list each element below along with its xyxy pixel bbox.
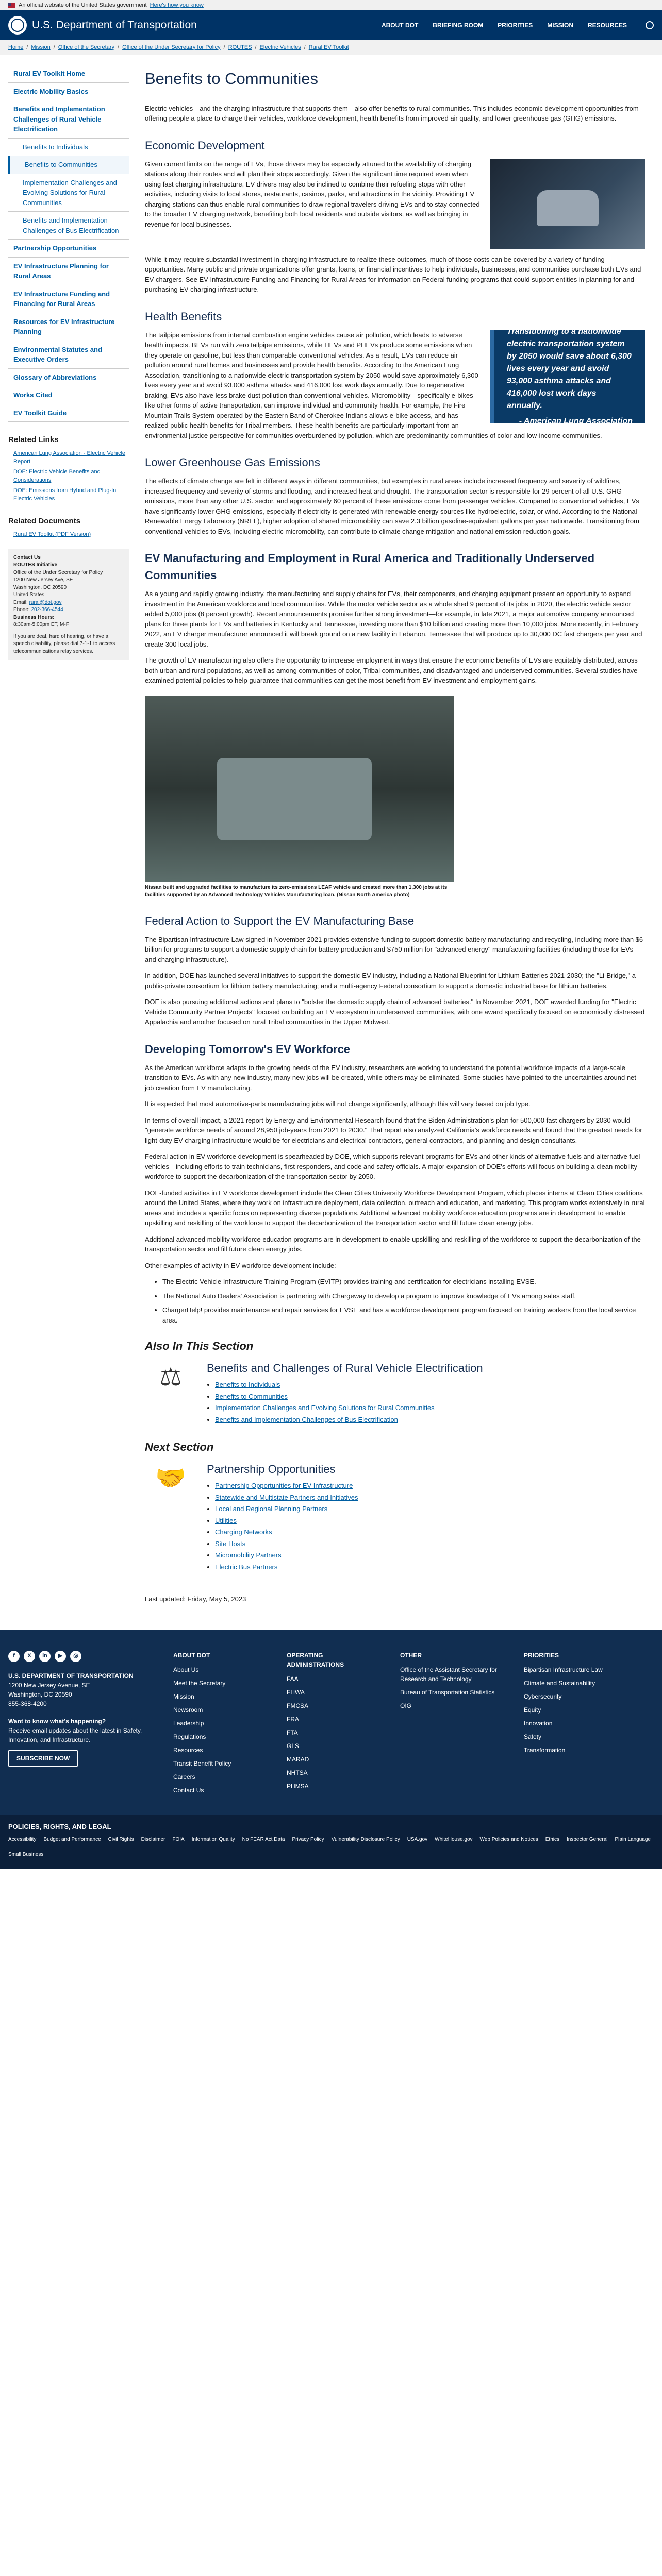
contact-title: Contact Us <box>13 554 41 561</box>
section-link[interactable]: Electric Bus Partners <box>215 1563 278 1571</box>
policy-link[interactable]: Civil Rights <box>108 1837 134 1842</box>
paragraph: As a young and rapidly growing industry, the manufacturing and supply chains for EVs, their components, and charging equipment present an opportunity to expand investment in the American workforce and local communities. While the motor vehicle sector as a whole shed 9 percent of its jobs in 2020, the electric vehicle sector added 5,000 jobs (8 percent growth). Recent announcements promise further strong investment—for example, in late 2021, a major automotive company announced plans for three plants for EVs and batteries in Kentucky and Tennessee, investing more than $10 billion and creating more than 10,000 jobs. More recently, in February 2022, an EV charger manufacturer announced it will break ground on a new facility in Lebanon, Tennessee that will produce up to 30,000 DC fast chargers per year and create 300 local jobs. <box>145 590 642 648</box>
section-link[interactable]: Micromobility Partners <box>215 1551 282 1559</box>
contact-phone-link[interactable]: 202-366-4544 <box>31 607 63 613</box>
paragraph: DOE is also pursuing additional actions and plans to "bolster the domestic supply chain of advanced batteries." In November 2021, DOE awarded funding for "Electric Vehicle Community Partner Projects" focused on building an EV ecosystem in underserved communities, with one award specifically focused on economically distressed Appalachia and another focused on rural Tribal communities in the Upper Midwest. <box>145 998 645 1026</box>
economic-development-heading: Economic Development <box>145 139 265 152</box>
workforce-heading: Developing Tomorrow's EV Workforce <box>145 1042 351 1056</box>
paragraph: The growth of EV manufacturing also offers the opportunity to increase employment in ways that ensure the economic benefits of EVs are equitably distributed, across both urban and rural populations, as well as among communities of color, Tribal communities, and disadvantaged and underserved communities. Several studies have examined potential policies to help guarantee that communities can get the most benefit from EV investment and employment gains. <box>145 656 638 684</box>
paragraph: In addition, DOE has launched several initiatives to support the domestic EV industry, including a National Blueprint for Lithium Batteries 2021-2030; the "Li-Bridge," a public-private consortium for lithium battery manufacturing; and a multi-agency Federal consortium to support a domestic industrial base for lithium batteries. <box>145 972 636 990</box>
youtube-icon[interactable]: ▶ <box>55 1651 66 1662</box>
facebook-icon[interactable]: f <box>8 1651 20 1662</box>
policy-link[interactable]: Budget and Performance <box>43 1837 101 1842</box>
handshake-icon: 🤝 <box>155 1465 186 1492</box>
paragraph: Other examples of activity in EV workforce development include: <box>145 1261 336 1269</box>
footer-link[interactable]: NHTSA <box>287 1769 308 1776</box>
footer-link[interactable]: MARAD <box>287 1755 309 1763</box>
section-link[interactable]: Utilities <box>215 1516 237 1524</box>
health-benefits-heading: Health Benefits <box>145 310 222 323</box>
site-footer <box>0 1630 662 1815</box>
instagram-icon[interactable]: ◎ <box>70 1651 81 1662</box>
breadcrumb-link[interactable]: Home <box>8 44 24 50</box>
contact-org: ROUTES Initiative <box>13 562 58 568</box>
footer-link[interactable]: Climate and Sustainability <box>524 1679 595 1687</box>
sidebar-item-individuals[interactable]: Benefits to Individuals <box>8 139 129 157</box>
paragraph: The tailpipe emissions from internal combustion engine vehicles cause air pollution, which leads to adverse health impacts. BEVs run with zero tailpipe emissions, while HEVs and PHEVs produce some emissions when they operate on gasoline, but less than comparable conventional vehicles. As a result, EVs can reduce air pollution around rural homes and businesses and provide health benefits. According to the American Lung Association, transitioning to a nationwide electric transportation system by 2050 would save approximately 6,300 lives every year and avoid 93,000 asthma attacks and 416,000 lost work days annually. Due to regenerative braking, EVs also have less brake dust pollution than conventional vehicles. Micromobility—specifically e-bikes—like other forms of active transportation, can improve individual and community health. For example, the Fire Mountain Trails System operated by the Eastern Band of Cherokee Indians allows e-bike access, and has realized public health benefits for Tribal members. These health benefits are particularly important from an environmental justice perspective for communities overburdened by pollution, which are predominantly communities of color and low-income communities. <box>145 331 602 439</box>
footer-link[interactable]: Cybersecurity <box>524 1692 562 1700</box>
policy-link[interactable]: Privacy Policy <box>292 1837 324 1842</box>
footer-link[interactable]: Careers <box>173 1773 195 1781</box>
contact-line: Office of the Under Secretary for Policy <box>13 569 103 575</box>
footer-col-title: OPERATING ADMINISTRATIONS <box>287 1651 344 1668</box>
footer-link[interactable]: Office of the Assistant Secretary for Research and Technology <box>400 1666 497 1683</box>
social-links <box>8 1651 153 1662</box>
main-nav <box>382 21 654 30</box>
lung-association-quote <box>490 327 645 426</box>
footer-link[interactable]: About Us <box>173 1666 199 1673</box>
subscribe-button[interactable]: SUBSCRIBE NOW <box>8 1750 78 1767</box>
site-title[interactable]: U.S. Department of Transportation <box>32 19 197 31</box>
breadcrumb-link[interactable]: Mission <box>31 44 51 50</box>
paragraph: The Bipartisan Infrastructure Law signed in November 2021 provides extensive funding to support domestic battery manufacturing and recycling, including more than $6 billion for programs to support a domestic supply chain for battery production and $750 million for "advanced energy" manufacturing facilities (including those for EVs and charging infrastructure). <box>145 935 643 963</box>
policy-link[interactable]: FOIA <box>172 1837 185 1842</box>
footer-link[interactable]: Newsroom <box>173 1706 203 1714</box>
breadcrumb-link[interactable]: Office of the Under Secretary for Policy <box>122 44 221 50</box>
related-links-heading: Related Links <box>8 435 59 444</box>
sidebar-item-basics[interactable]: Electric Mobility Basics <box>8 83 129 101</box>
section-link[interactable]: Benefits and Implementation Challenges of Bus Electrification <box>215 1415 398 1423</box>
related-link[interactable]: American Lung Association - Electric Vehicle Report <box>13 450 126 465</box>
footer-col-title: OTHER <box>400 1651 422 1659</box>
contact-phone-label: Phone: <box>13 607 30 613</box>
paragraph: DOE-funded activities in EV workforce development include the Clean Cities University Workforce Development Program, which places interns at Clean Cities coalitions around the United States, where they work on infrastructure deployment, data collection, outreach and education, and marketing. This program works extensively in rural areas and includes a specific focus on representing diverse populations. Additional advanced mobility workforce education programs are in development to enable upskilling and reskilling of the workforce to support the decarbonization of the transportation sector and fill future clean energy jobs. <box>145 1189 645 1227</box>
breadcrumb-link[interactable]: Office of the Secretary <box>58 44 115 50</box>
contact-line: Washington, DC 20590 <box>13 584 67 590</box>
footer-link[interactable]: PHMSA <box>287 1782 309 1790</box>
manufacturing-heading: EV Manufacturing and Employment in Rural America and Traditionally Underserved Communities <box>145 552 595 582</box>
breadcrumb: Home / Mission / Office of the Secretary / Office of the Under Secretary for Policy / ROUTES / Electric Vehicles / Rural EV Toolkit <box>0 40 662 55</box>
sidebar-item-resources[interactable]: Resources for EV Infrastructure Planning <box>8 313 129 341</box>
page-title: Benefits to Communities <box>145 70 318 88</box>
policy-link[interactable]: No FEAR Act Data <box>242 1837 285 1842</box>
footer-col-title: PRIORITIES <box>524 1651 559 1659</box>
policy-link[interactable]: Web Policies and Notices <box>479 1837 538 1842</box>
photo-caption: Nissan built and upgraded facilities to manufacture its zero-emissions LEAF vehicle and created more than 1,300 jobs at its facilities supported by an Advanced Technology Vehicles Manufacturing loan. (Nissan North America photo) <box>145 884 448 898</box>
list-item: • The National Auto Dealers' Association is partnering with Chargeway to develop a program to improve knowledge of EVs among sales staff. <box>162 1291 645 1301</box>
card-title: Partnership Opportunities <box>207 1463 336 1476</box>
also-in-section-heading: Also In This Section <box>145 1340 254 1352</box>
ev-charging-photo <box>490 159 645 249</box>
breadcrumb-link[interactable]: Electric Vehicles <box>259 44 301 50</box>
main-content <box>129 55 645 1630</box>
footer-link[interactable]: FRA <box>287 1715 299 1723</box>
footer-org: U.S. DEPARTMENT OF TRANSPORTATION <box>8 1672 134 1680</box>
footer-link[interactable]: Mission <box>173 1692 194 1700</box>
policy-link[interactable]: Inspector General <box>566 1837 608 1842</box>
list-item: • The Electric Vehicle Infrastructure Training Program (EVITP) provides training and certification for electricians installing EVSE. <box>162 1277 645 1287</box>
footer-address: 1200 New Jersey Avenue, SE <box>8 1681 90 1689</box>
related-link[interactable]: DOE: Emissions from Hybrid and Plug-In Electric Vehicles <box>13 487 117 502</box>
policy-link[interactable]: Accessibility <box>8 1837 37 1842</box>
also-in-section-card <box>145 1360 645 1426</box>
gov-banner <box>0 0 662 10</box>
next-section-heading: Next Section <box>145 1440 214 1453</box>
breadcrumb-link[interactable]: Rural EV Toolkit <box>308 44 349 50</box>
policies-footer <box>0 1815 662 1869</box>
sidebar <box>8 55 129 1630</box>
breadcrumb-link[interactable]: ROUTES <box>228 44 252 50</box>
nav-resources[interactable]: RESOURCES <box>587 22 627 29</box>
sidebar-item-challenges[interactable]: Implementation Challenges and Evolving Solutions for Rural Communities <box>8 174 129 212</box>
paragraph: Federal action in EV workforce development is spearheaded by DOE, which supports relevant programs for EVs and other kinds of alternative fuels and alternative fuel vehicles—including efforts to train technicians, first responders, and code and safety officials. A major expansion of DOE's efforts will focus on building a clean mobility workforce to support the decarbonization of the transportation sector by 2050. <box>145 1153 640 1180</box>
contact-line: 1200 New Jersey Ave, SE <box>13 577 73 583</box>
paragraph: Additional advanced mobility workforce education programs are in development to enable upskilling and reskilling of the workforce to support the decarbonization of the transportation sector and fill future clean energy jobs. <box>145 1235 641 1253</box>
nav-priorities[interactable]: PRIORITIES <box>498 22 533 29</box>
federal-action-heading: Federal Action to Support the EV Manufacturing Base <box>145 914 415 927</box>
sidebar-item-home[interactable]: Rural EV Toolkit Home <box>8 65 129 83</box>
nav-about[interactable]: ABOUT DOT <box>381 22 419 29</box>
related-documents-heading: Related Documents <box>8 516 81 526</box>
footer-link[interactable]: Transformation <box>524 1746 566 1754</box>
paragraph: Given current limits on the range of EVs, those drivers may be especially attuned to the availability of charging stations along their routes and will plan their stops accordingly. Given the significant time required even when using fast charging infrastructure, EV drivers may also be inclined to combine their refueling stops with other activities, including visits to local stores, restaurants, casinos, parks, and attractions in the vicinity. Providing EV charging stations can thus enable rural communities to draw regional travelers driving EVs and to stay connected to the broader EV charging network, benefiting both local residents and outside visitors, as well as bringing in revenue for local businesses. <box>145 160 480 228</box>
section-link[interactable]: Partnership Opportunities for EV Infrastructure <box>215 1482 353 1489</box>
newsletter-title: Want to know what's happening? <box>8 1717 106 1725</box>
policy-link[interactable]: Plain Language <box>615 1837 651 1842</box>
policy-link[interactable]: Disclaimer <box>141 1837 166 1842</box>
footer-address: Washington, DC 20590 <box>8 1690 72 1698</box>
footer-link[interactable]: Innovation <box>524 1719 553 1727</box>
footer-link[interactable]: Bureau of Transportation Statistics <box>400 1688 495 1696</box>
footer-link[interactable]: FTA <box>287 1728 298 1736</box>
policy-link[interactable]: WhiteHouse.gov <box>435 1837 473 1842</box>
sidebar-item-communities[interactable]: Benefits to Communities <box>8 156 129 174</box>
x-twitter-icon[interactable]: X <box>24 1651 35 1662</box>
quote-text: Transitioning to a nationwide electric transportation system by 2050 would save about 6,300 lives every year and avoid 93,000 asthma attacks and 416,000 lost work days annually. <box>507 327 632 410</box>
scales-icon: ⚖ <box>159 1364 182 1391</box>
footer-link[interactable]: Safety <box>524 1733 542 1740</box>
contact-hours-label: Business Hours: <box>13 614 55 620</box>
footer-link[interactable]: Meet the Secretary <box>173 1679 226 1687</box>
last-updated: Last updated: Friday, May 5, 2023 <box>145 1595 246 1603</box>
footer-link[interactable]: Regulations <box>173 1733 206 1740</box>
nav-mission[interactable]: MISSION <box>547 22 573 29</box>
section-link[interactable]: Site Hosts <box>215 1539 246 1548</box>
contact-line: United States <box>13 592 45 598</box>
footer-link[interactable]: Leadership <box>173 1719 204 1727</box>
sidebar-item-bus[interactable]: Benefits and Implementation Challenges of Bus Electrification <box>8 212 129 240</box>
contact-email-label: Email: <box>13 599 28 605</box>
nav-briefing-room[interactable]: BRIEFING ROOM <box>433 22 484 29</box>
sidebar-item-funding[interactable]: EV Infrastructure Funding and Financing for Rural Areas <box>8 285 129 313</box>
newsletter-text: Receive email updates about the latest in Safety, Innovation, and Infrastructure. <box>8 1726 142 1743</box>
search-icon[interactable] <box>646 21 654 29</box>
contact-hours: 8:30am-5:00pm ET, M-F <box>13 622 69 628</box>
footer-phone: 855-368-4200 <box>8 1700 47 1707</box>
footer-col-title: ABOUT DOT <box>173 1651 210 1659</box>
sidebar-item-statutes[interactable]: Environmental Statutes and Executive Orders <box>8 341 129 369</box>
related-link[interactable]: DOE: Electric Vehicle Benefits and Considerations <box>13 468 101 483</box>
banner-text: An official website of the United States government <box>19 2 147 8</box>
section-link[interactable]: Implementation Challenges and Evolving Solutions for Rural Communities <box>215 1404 435 1412</box>
footer-link[interactable]: Contact Us <box>173 1786 204 1794</box>
section-link[interactable]: Benefits to Individuals <box>215 1381 280 1388</box>
policy-link[interactable]: Vulnerability Disclosure Policy <box>331 1837 400 1842</box>
footer-link[interactable]: FAA <box>287 1675 299 1683</box>
dot-seal-icon[interactable] <box>8 16 27 35</box>
footer-link[interactable]: Bipartisan Infrastructure Law <box>524 1666 603 1673</box>
next-section-card <box>145 1461 645 1573</box>
section-link[interactable]: Local and Regional Planning Partners <box>215 1505 328 1513</box>
policies-title: POLICIES, RIGHTS, AND LEGAL <box>8 1822 111 1831</box>
us-flag-icon <box>8 3 15 8</box>
section-link[interactable]: Benefits to Communities <box>215 1392 288 1400</box>
policy-link[interactable]: Ethics <box>545 1837 559 1842</box>
ghg-heading: Lower Greenhouse Gas Emissions <box>145 456 320 469</box>
contact-email-link[interactable]: rural@dot.gov <box>29 599 62 605</box>
banner-how-you-know-link[interactable]: Here's how you know <box>150 2 204 8</box>
contact-box <box>8 549 129 661</box>
section-link[interactable]: Statewide and Multistate Partners and Initiatives <box>215 1493 358 1501</box>
paragraph: While it may require substantial investment in charging infrastructure to realize these outcomes, much of those costs can be covered by a variety of funding opportunities. Many public and private organizations offer grants, loans, or financial incentives to help individuals, businesses, and communities purchase both EVs and EV chargers. See EV Infrastructure Funding and Financing for Rural Areas for information on Federal funding programs that could support entities in planning for and purchasing EV charging infrastructure. <box>145 255 641 293</box>
list-item: • ChargerHelp! provides maintenance and repair services for EVSE and has a workforce development program focused on training workers from the local service area. <box>162 1305 645 1325</box>
nissan-factory-photo <box>145 696 454 882</box>
linkedin-icon[interactable]: in <box>39 1651 51 1662</box>
section-link[interactable]: Charging Networks <box>215 1528 272 1536</box>
workforce-list <box>162 1277 645 1325</box>
paragraph: In terms of overall impact, a 2021 report by Energy and Environmental Research found that the Biden Administration's plan for 500,000 fast chargers by 2030 would "generate workforce needs of around 28,950 job-years from 2021 to 2030." That report also analyzed California's workforce needs and found that the greatest needs for light-duty EV charging infrastructure would be for electricians and electrical contractors, general contractors, and planning and design consultants. <box>145 1116 642 1144</box>
footer-link[interactable]: Resources <box>173 1746 203 1754</box>
sidebar-item-benefits[interactable]: Benefits and Implementation Challenges of Rural Vehicle Electrification <box>8 100 129 139</box>
footer-link[interactable]: FHWA <box>287 1688 305 1696</box>
policies-links <box>8 1836 654 1858</box>
footer-link[interactable]: Transit Benefit Policy <box>173 1759 231 1767</box>
quote-attribution: - American Lung Association <box>519 416 633 426</box>
policy-link[interactable]: Small Business <box>8 1852 44 1857</box>
sidebar-item-glossary[interactable]: Glossary of Abbreviations <box>8 369 129 387</box>
related-document-link[interactable]: Rural EV Toolkit (PDF Version) <box>13 531 91 537</box>
policy-link[interactable]: USA.gov <box>407 1837 428 1842</box>
site-header <box>0 10 662 40</box>
sidebar-item-planning[interactable]: EV Infrastructure Planning for Rural Areas <box>8 258 129 285</box>
sidebar-item-partnership[interactable]: Partnership Opportunities <box>8 240 129 258</box>
policy-link[interactable]: Information Quality <box>191 1837 235 1842</box>
card-title: Benefits and Challenges of Rural Vehicle Electrification <box>207 1362 483 1375</box>
paragraph: It is expected that most automotive-parts manufacturing jobs will not change significantly, although this will vary based on job type. <box>145 1100 531 1108</box>
footer-link[interactable]: FMCSA <box>287 1702 308 1709</box>
contact-relay-note: If you are deaf, hard of hearing, or have a speech disability, please dial 7-1-1 to access telecommunications relay services. <box>13 633 115 654</box>
footer-link[interactable]: OIG <box>400 1702 412 1709</box>
intro-text: Electric vehicles—and the charging infrastructure that supports them—also offer benefits to rural communities. This includes economic development opportunities from offering people a place to charge their vehicles, workforce development, health benefits from improved air quality, and lower greenhouse gas (GHG) emissions. <box>145 104 639 122</box>
paragraph: As the American workforce adapts to the growing needs of the EV industry, researchers are working to understand the potential workforce impacts of a large-scale transition to EVs. As with any new industry, many new jobs will be created, while others may be eliminated. Some studies have pointed to the uncertainties around net job creation from EV manufacturing. <box>145 1063 636 1092</box>
sidebar-item-works-cited[interactable]: Works Cited <box>8 386 129 404</box>
sidebar-item-guide[interactable]: EV Toolkit Guide <box>8 404 129 422</box>
footer-link[interactable]: GLS <box>287 1742 300 1750</box>
footer-link[interactable]: Equity <box>524 1706 541 1714</box>
paragraph: The effects of climate change are felt in different ways in different communities, but examples in rural areas include increased frequency and severity of wildfires, increased frequency and severity of storms and flooding, and increased heat and drought. The transportation sector is responsible for 29 percent of all U.S. GHG emissions, more than any other U.S. sector, and approximately 60 percent of these emissions come from passenger vehicles. Compared to conventional vehicles, EVs have significantly lower GHG emissions, especially if electricity is generated with renewable energy sources like hydroelectric, solar, or wind. According to the National Renewable Energy Laboratory (NREL), higher adoption of shared micromobility can save 2.3 billion gasoline-equivalent gallons per year nationwide. Transitioning from conventional vehicles to EVs, including electric micromobility, can contribute to climate change mitigation and national emission reduction goals. <box>145 477 639 535</box>
